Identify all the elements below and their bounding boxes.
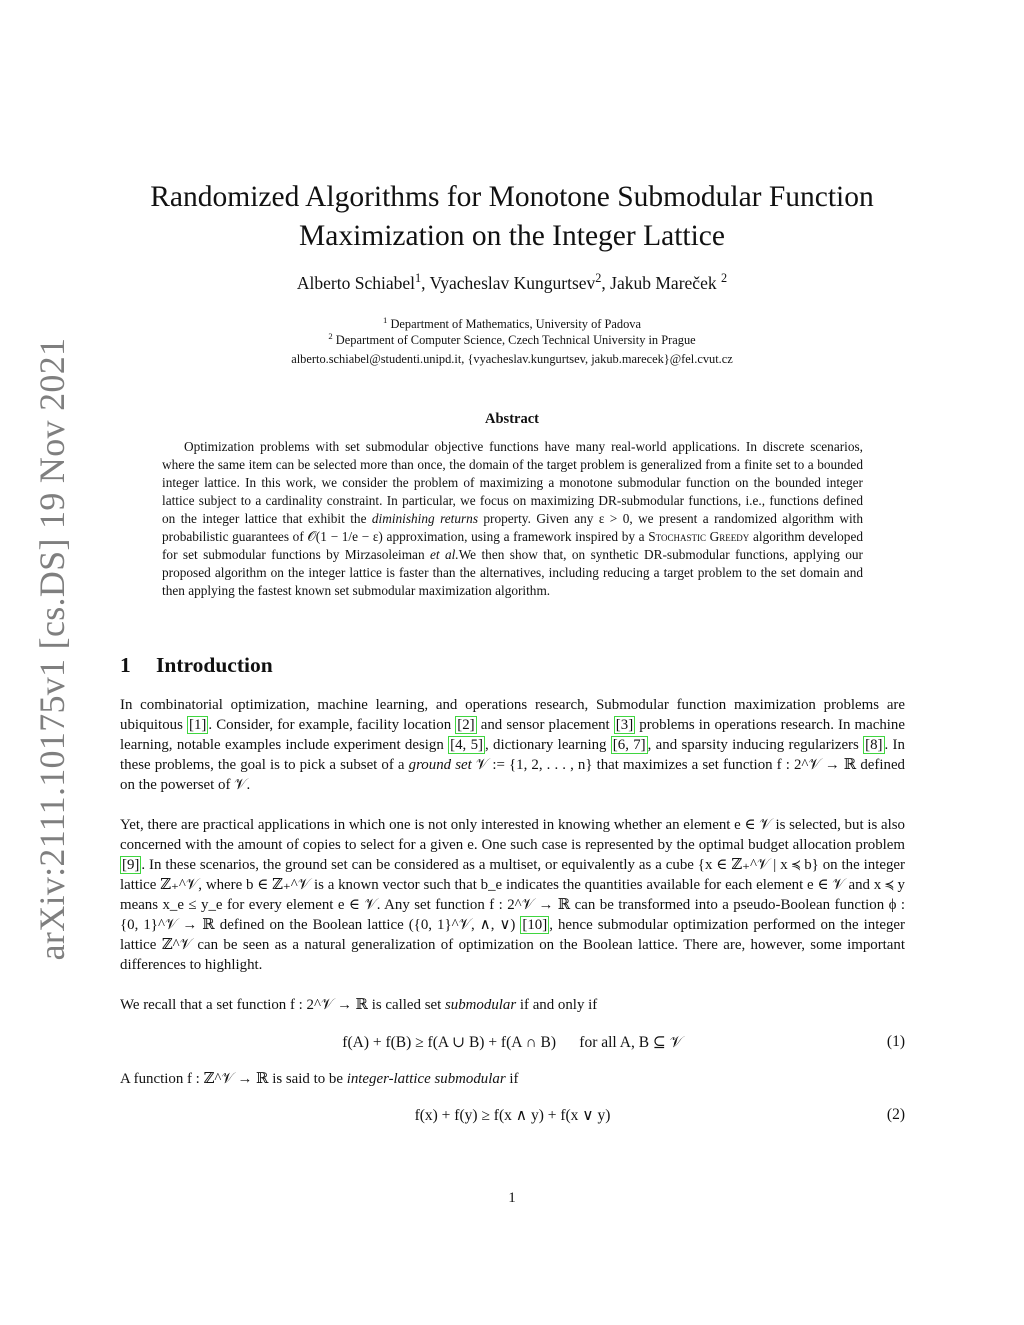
title-line: Randomized Algorithms for Monotone Submodular Function (150, 181, 874, 213)
equation-body: f(A) + f(B) ≥ f(A ∪ B) + f(A ∩ B) for all A, B ⊆ 𝒱 (342, 1034, 683, 1051)
affiliation-mark: 1 (383, 314, 388, 325)
citation-link[interactable]: [3] (615, 717, 634, 733)
paragraph-text: We recall that a set function f : 2^𝒱 → ℝ is called set (120, 997, 442, 1013)
author-name: Alberto Schiabel (296, 273, 415, 293)
equation-number: (2) (886, 1106, 905, 1123)
affiliation-mark: 2 (328, 330, 333, 341)
author-affiliation-mark: 2 (720, 271, 728, 286)
paragraph-text: . In these problems, the goal is to pick a subset of a (120, 737, 905, 773)
author-list: Alberto Schiabel$^1$, Vyacheslav Kungurtsev$^2$, Jakub Mareček $^2$ (296, 271, 728, 293)
paragraph-emphasis: ground set (408, 757, 472, 773)
abstract-emphasis: diminishing returns (371, 511, 478, 526)
paragraph-text: problems in operations research. In machine learning, notable examples include experiment design (120, 717, 905, 753)
paragraph-text: . In these scenarios, the ground set can be considered as a multiset, or equivalently as a cube {x ∈ ℤ₊^𝒱 | x ≼ b} on the integer lattice ℤ₊^𝒱, where b ∈ ℤ₊^𝒱 is a known vector such that b_e indicates the quantities available for each element e ∈ 𝒱 and x ≼ y means x_e ≤ y_e for every element e ∈ 𝒱. Any set function f : 2^𝒱 → ℝ can be transformed into a pseudo-Boolean function ϕ : {0, 1}^𝒱 → ℝ defined on the Boolean lattice ({0, 1}^𝒱, ∧, ∨) (120, 857, 905, 933)
paragraph (120, 995, 905, 1015)
arxiv-identifier: arXiv:2111.10175v1 [cs.DS] 19 Nov 2021 (32, 337, 72, 961)
abstract-text: property. Given any ε > 0, we present a randomized algorithm with probabilistic guarantees of 𝒪(1 − 1/e − ε) approximation, using a framework inspired by a (162, 511, 863, 544)
author-affiliation-mark: 1 (415, 271, 422, 286)
citation-link[interactable]: [10] (522, 917, 548, 933)
affiliation (0, 330, 1024, 348)
citation-link[interactable]: [1] (189, 717, 207, 733)
paragraph-text: if and only if (519, 997, 598, 1013)
page-number: 1 (508, 1190, 516, 1206)
paragraph-text: . Consider, for example, facility location (208, 717, 452, 733)
author-name: Jakub Mareček (610, 273, 717, 293)
author-emails: alberto.schiabel@studenti.unipd.it, {vyacheslav.kungurtsev, jakub.marecek}@fel.cvut.cz (291, 352, 733, 366)
author-affiliation-mark: 2 (595, 271, 602, 286)
abstract-text: Optimization problems with set submodular objective functions have many real-world applications. In discrete scenarios, where the same item can be selected more than once, the domain of the target problem is generalized from a finite set to a bounded integer lattice. In this work, we consider the problem of maximizing a monotone submodular function on the bounded integer lattice subject to a cardinality constraint. In particular, we focus on maximizing DR-submodular functions, i.e., functions defined on the integer lattice that exhibit the (162, 439, 863, 526)
paragraph-text: , and sparsity inducing regularizers (647, 737, 859, 753)
paragraph (120, 1069, 905, 1089)
abstract-body (162, 438, 863, 600)
section-title: Introduction (156, 653, 273, 677)
abstract-heading: Abstract (485, 411, 539, 427)
paragraph-text: 𝒱 := {1, 2, . . . , n} that maximizes a set function f : 2^𝒱 → ℝ defined on the powerset of 𝒱. (120, 757, 906, 793)
paragraph-text: if (509, 1071, 519, 1087)
affiliation-text: Department of Computer Science, Czech Technical University in Prague (335, 333, 696, 347)
equation-body: f(x) + f(y) ≥ f(x ∧ y) + f(x ∨ y) (414, 1107, 611, 1124)
paper-title (0, 178, 1024, 256)
abstract-text: We then show that, on synthetic DR-submodular functions, applying our proposed algorithm on the integer lattice is faster than the alternatives, including reducing a target problem to the set domain and then applying the fastest known set submodular maximization algorithm. (162, 547, 863, 598)
abstract-text: algorithm developed for set submodular functions by Mirzasoleiman (162, 529, 863, 562)
paragraph (120, 815, 905, 975)
title-line: Maximization on the Integer Lattice (299, 220, 725, 252)
abstract-emphasis: et al. (430, 547, 459, 562)
citation-link[interactable]: [8] (865, 737, 883, 753)
section-number: 1 (120, 653, 131, 677)
citation-link[interactable]: [2] (457, 717, 475, 733)
algorithm-name: Stochastic Greedy (648, 529, 750, 544)
paragraph (120, 695, 905, 795)
paragraph-text: In combinatorial optimization, machine learning, and operations research, Submodular function maximization problems are ubiquitous (120, 697, 905, 733)
paragraph-emphasis: submodular (444, 997, 517, 1013)
paragraph-text: A function f : ℤ^𝒱 → ℝ is said to be (120, 1071, 343, 1087)
affiliation (0, 314, 1024, 332)
paragraph-emphasis: integer-lattice submodular (346, 1071, 506, 1087)
equation-number: (1) (886, 1033, 905, 1050)
citation-link[interactable]: [6, 7] (612, 737, 646, 753)
section-heading (120, 653, 273, 678)
paragraph-text: , dictionary learning (484, 737, 607, 753)
author-name: Vyacheslav Kungurtsev (429, 273, 596, 293)
paragraph-text: Yet, there are practical applications in which one is not only interested in knowing whether an element e ∈ 𝒱 is selected, but is also concerned with the amount of copies to select for a given e. One such case is represented by the optimal budget allocation problem (120, 817, 905, 853)
paragraph-text: , hence submodular optimization performed on the integer lattice ℤ^𝒱 can be seen as a natural generalization of optimization on the Boolean lattice. There are, however, some important differences to highlight. (120, 917, 905, 973)
citation-link[interactable]: [4, 5] (450, 737, 483, 753)
paragraph-text: and sensor placement (480, 717, 610, 733)
citation-link[interactable]: [9] (122, 857, 140, 873)
affiliation-text: Department of Mathematics, University of Padova (390, 317, 641, 331)
